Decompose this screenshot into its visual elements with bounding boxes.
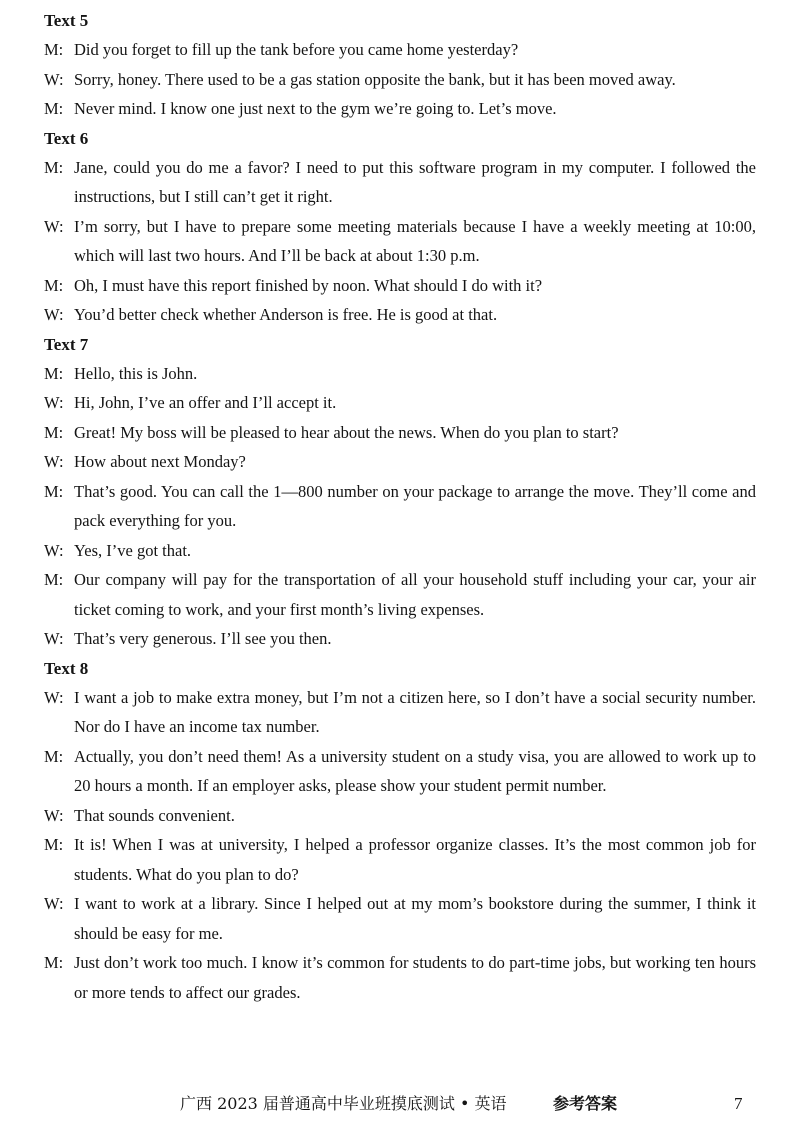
transcript-section: [44, 124, 756, 330]
dialogue-text: Just don’t work too much. I know it’s common for students to do part-time jobs, but working ten hours or more tends to affect our grades.: [74, 953, 756, 1002]
dialogue-text: That’s very generous. I’ll see you then.: [74, 629, 332, 648]
dialogue-text: It is! When I was at university, I helped a professor organize classes. It’s the most common job for students. What do you plan to do?: [74, 835, 756, 884]
speaker-label: M:: [44, 953, 64, 972]
speaker-label: M:: [44, 422, 64, 442]
dialogue-text: Yes, I’ve got that.: [74, 540, 192, 560]
exam-title: 广西 2023 届普通高中毕业班摸底测试 • 英语: [180, 1094, 507, 1113]
speaker-label: W:: [44, 805, 64, 825]
section-heading: Text 7: [44, 334, 89, 354]
speaker-label: W:: [44, 69, 64, 89]
dialogue-turn: [44, 418, 756, 448]
dialogue-text: Oh, I must have this report finished by noon. What should I do with it?: [74, 275, 543, 295]
speaker-label: W:: [44, 393, 64, 412]
section-heading: Text 5: [44, 11, 89, 30]
dialogue-text: That’s good. You can call the 1—800 number on your package to arrange the move. They’ll come and pack everything for you.: [74, 481, 756, 530]
speaker-label: M:: [44, 157, 64, 177]
dialogue-turn: [44, 271, 756, 301]
transcript-content: [44, 6, 756, 1007]
dialogue-text: Sorry, honey. There used to be a gas station opposite the bank, but it has been moved away.: [74, 69, 676, 89]
speaker-label: W:: [44, 687, 64, 707]
transcript-section: [44, 654, 756, 1008]
speaker-label: W:: [44, 629, 64, 648]
dialogue-turn: [44, 94, 756, 124]
speaker-label: M:: [44, 570, 64, 589]
speaker-label: W:: [44, 540, 64, 560]
dialogue-turn: [44, 742, 756, 801]
dialogue-text: Hi, John, I’ve an offer and I’ll accept it.: [74, 393, 337, 412]
answer-key-label: 参考答案: [553, 1094, 618, 1113]
speaker-label: M:: [44, 481, 64, 501]
dialogue-text: Great! My boss will be pleased to hear about the news. When do you plan to start?: [74, 422, 619, 442]
dialogue-turn: [44, 948, 756, 1007]
dialogue-text: Hello, this is John.: [74, 363, 198, 383]
page-footer: [0, 1089, 800, 1119]
speaker-label: W:: [44, 452, 64, 471]
dialogue-text: That sounds convenient.: [74, 805, 235, 825]
dialogue-turn: [44, 536, 756, 566]
speaker-label: M:: [44, 40, 64, 59]
speaker-label: W:: [44, 894, 64, 913]
speaker-label: M:: [44, 363, 64, 383]
dialogue-turn: [44, 801, 756, 831]
dialogue-turn: [44, 624, 756, 654]
dialogue-turn: [44, 683, 756, 742]
dialogue-text: Actually, you don’t need them! As a university student on a study visa, you are allowed to work up to 20 hours a month. If an employer asks, please show your student permit number.: [74, 746, 756, 795]
dialogue-text: Our company will pay for the transportation of all your household stuff including your car, your air ticket coming to work, and your first month’s living expenses.: [74, 570, 756, 619]
dialogue-turn: [44, 212, 756, 271]
page-number: 7: [734, 1094, 743, 1113]
section-heading: Text 8: [44, 658, 89, 678]
dialogue-text: I want a job to make extra money, but I’m not a citizen here, so I don’t have a social security number. Nor do I have an income tax number.: [74, 687, 756, 736]
dialogue-text: You’d better check whether Anderson is free. He is good at that.: [74, 305, 498, 324]
dialogue-text: I’m sorry, but I have to prepare some meeting materials because I have a weekly meeting at 10:00, which will last two hours. And I’ll be back at about 1:30 p.m.: [74, 216, 756, 265]
transcript-section: [44, 6, 756, 124]
dialogue-turn: [44, 565, 756, 624]
dialogue-text: Did you forget to fill up the tank before you came home yesterday?: [74, 40, 519, 59]
speaker-label: M:: [44, 275, 64, 295]
dialogue-turn: [44, 65, 756, 95]
speaker-label: W:: [44, 305, 64, 324]
dialogue-turn: [44, 388, 756, 418]
dialogue-text: Jane, could you do me a favor? I need to put this software program in my computer. I followed the instructions, but I still can’t get it right.: [74, 157, 756, 206]
dialogue-turn: [44, 830, 756, 889]
dialogue-turn: [44, 359, 756, 389]
speaker-label: M:: [44, 99, 64, 118]
dialogue-turn: [44, 889, 756, 948]
transcript-section: [44, 330, 756, 654]
dialogue-turn: [44, 300, 756, 330]
dialogue-turn: [44, 447, 756, 477]
dialogue-text: Never mind. I know one just next to the gym we’re going to. Let’s move.: [74, 99, 557, 118]
dialogue-turn: [44, 477, 756, 536]
dialogue-text: How about next Monday?: [74, 452, 246, 471]
speaker-label: M:: [44, 746, 64, 766]
speaker-label: M:: [44, 835, 64, 854]
dialogue-turn: [44, 35, 756, 65]
section-heading: Text 6: [44, 128, 89, 148]
dialogue-turn: [44, 153, 756, 212]
speaker-label: W:: [44, 216, 64, 236]
dialogue-text: I want to work at a library. Since I helped out at my mom’s bookstore during the summer, I think it should be easy for me.: [74, 894, 756, 943]
